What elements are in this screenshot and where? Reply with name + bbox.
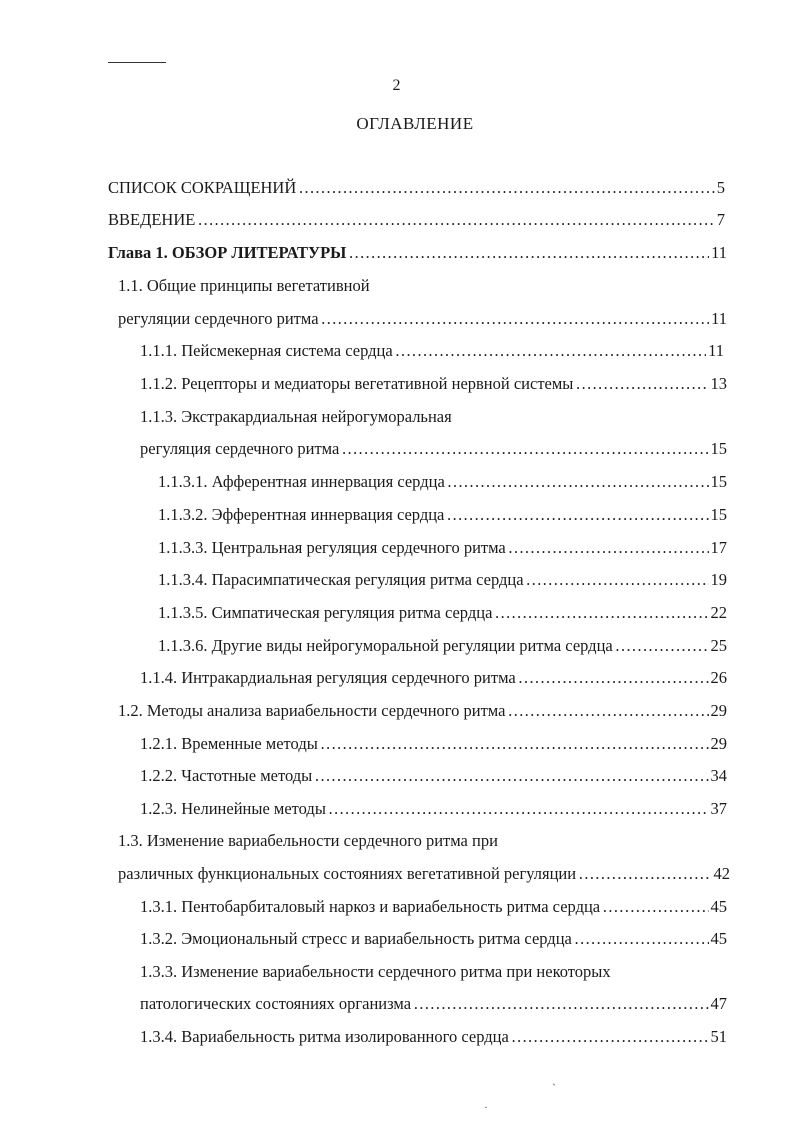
toc-entry-1-2-2: 1.2.2. Частотные методы …………………………………………………………………………………………………………………………………………………………………………………… 34 xyxy=(140,764,727,788)
toc-entry-1-1-3-line1: 1.1.3. Экстракардиальная нейрогуморальная xyxy=(140,407,452,426)
toc-entry-1-2-1: 1.2.1. Временные методы …………………………………………………………………………………………………………………………………………………………………………………… 29 xyxy=(140,732,727,756)
toc-entry-1-1-3-1: 1.1.3.1. Афферентная иннервация сердца …………………………………………………………………………………………………………………………………………………………………………………… 15 xyxy=(158,470,727,494)
toc-entry-1-1-1: 1.1.1. Пейсмекерная система сердца …………………………………………………………………………………………………………………………………………………………………………………… 11 xyxy=(140,339,724,363)
page-title: ОГЛАВЛЕНИЕ xyxy=(356,114,474,133)
toc-entry-1-1-3-3: 1.1.3.3. Центральная регуляция сердечного ритма …………………………………………………………………………………………………………………………………………………………………………………… 17 xyxy=(158,536,727,560)
toc-entry-chapter-1: Глава 1. ОБЗОР ЛИТЕРАТУРЫ …………………………………………………………………………………………………………………………………………………………………………………… 11 xyxy=(108,241,727,265)
toc-entry-1-3-4: 1.3.4. Вариабельность ритма изолированного сердца …………………………………………………………………………………………………………………………………………………………………………………… 51 xyxy=(140,1025,727,1049)
toc-entry-1-1-line1: 1.1. Общие принципы вегетативной xyxy=(118,276,370,295)
toc-entry-1-1-3-4: 1.1.3.4. Парасимпатическая регуляция ритма сердца …………………………………………………………………………………………………………………………………………………………………………………… 19 xyxy=(158,568,727,592)
toc-entry-1-3-1: 1.3.1. Пентобарбиталовый наркоз и вариабельность ритма сердца …………………………………………………………………………………………………………………………………………………………………………………… 45 xyxy=(140,895,727,919)
toc-entry-1-1: регуляции сердечного ритма …………………………………………………………………………………………………………………………………………………………………………………… 11 xyxy=(118,307,727,331)
toc-entry-1-1-2: 1.1.2. Рецепторы и медиаторы вегетативной нервной системы …………………………………………………………………………………………………………………………………………………………………………………… 13 xyxy=(140,372,727,396)
toc-entry-abbreviations: СПИСОК СОКРАЩЕНИЙ …………………………………………………………………………………………………………………………………………………………………………………… 5 xyxy=(108,176,725,200)
toc-entry-1-3-line1: 1.3. Изменение вариабельности сердечного ритма при xyxy=(118,831,498,850)
page-number: 2 xyxy=(392,77,401,94)
toc-entry-1-3-2: 1.3.2. Эмоциональный стресс и вариабельность ритма сердца …………………………………………………………………………………………………………………………………………………………………………………… 45 xyxy=(140,927,727,951)
toc-entry-1-3-3: патологических состояниях организма …………………………………………………………………………………………………………………………………………………………………………………… 47 xyxy=(140,992,727,1016)
toc-entry-1-1-3-6: 1.1.3.6. Другие виды нейрогуморальной регуляции ритма сердца …………………………………………………………………………………………………………………………………………………………………………………… 25 xyxy=(158,634,727,658)
toc-entry-introduction: ВВЕДЕНИЕ …………………………………………………………………………………………………………………………………………………………………………………… 7 xyxy=(108,208,725,232)
toc-entry-1-2-3: 1.2.3. Нелинейные методы …………………………………………………………………………………………………………………………………………………………………………………… 37 xyxy=(140,797,727,821)
toc-entry-1-1-3-2: 1.1.3.2. Эфферентная иннервация сердца …………………………………………………………………………………………………………………………………………………………………………………… 15 xyxy=(158,503,727,527)
toc-entry-1-1-4: 1.1.4. Интракардиальная регуляция сердечного ритма …………………………………………………………………………………………………………………………………………………………………………………… 26 xyxy=(140,666,727,690)
toc-entry-1-1-3: регуляция сердечного ритма …………………………………………………………………………………………………………………………………………………………………………………… 15 xyxy=(140,437,727,461)
toc-entry-1-2: 1.2. Методы анализа вариабельности сердечного ритма …………………………………………………………………………………………………………………………………………………………………………………… 29 xyxy=(118,699,727,723)
scan-speck: · xyxy=(484,1100,488,1114)
scan-speck: ˏ xyxy=(552,1072,556,1086)
toc-entry-1-1-3-5: 1.1.3.5. Симпатическая регуляция ритма сердца …………………………………………………………………………………………………………………………………………………………………………………… 22 xyxy=(158,601,727,625)
toc-entry-1-3-3-line1: 1.3.3. Изменение вариабельности сердечного ритма при некоторых xyxy=(140,962,611,981)
toc-entry-1-3: различных функциональных состояниях вегетативной регуляции …………………………………………………………………………………………………………………………………………………………………………………… 42 xyxy=(118,862,730,886)
